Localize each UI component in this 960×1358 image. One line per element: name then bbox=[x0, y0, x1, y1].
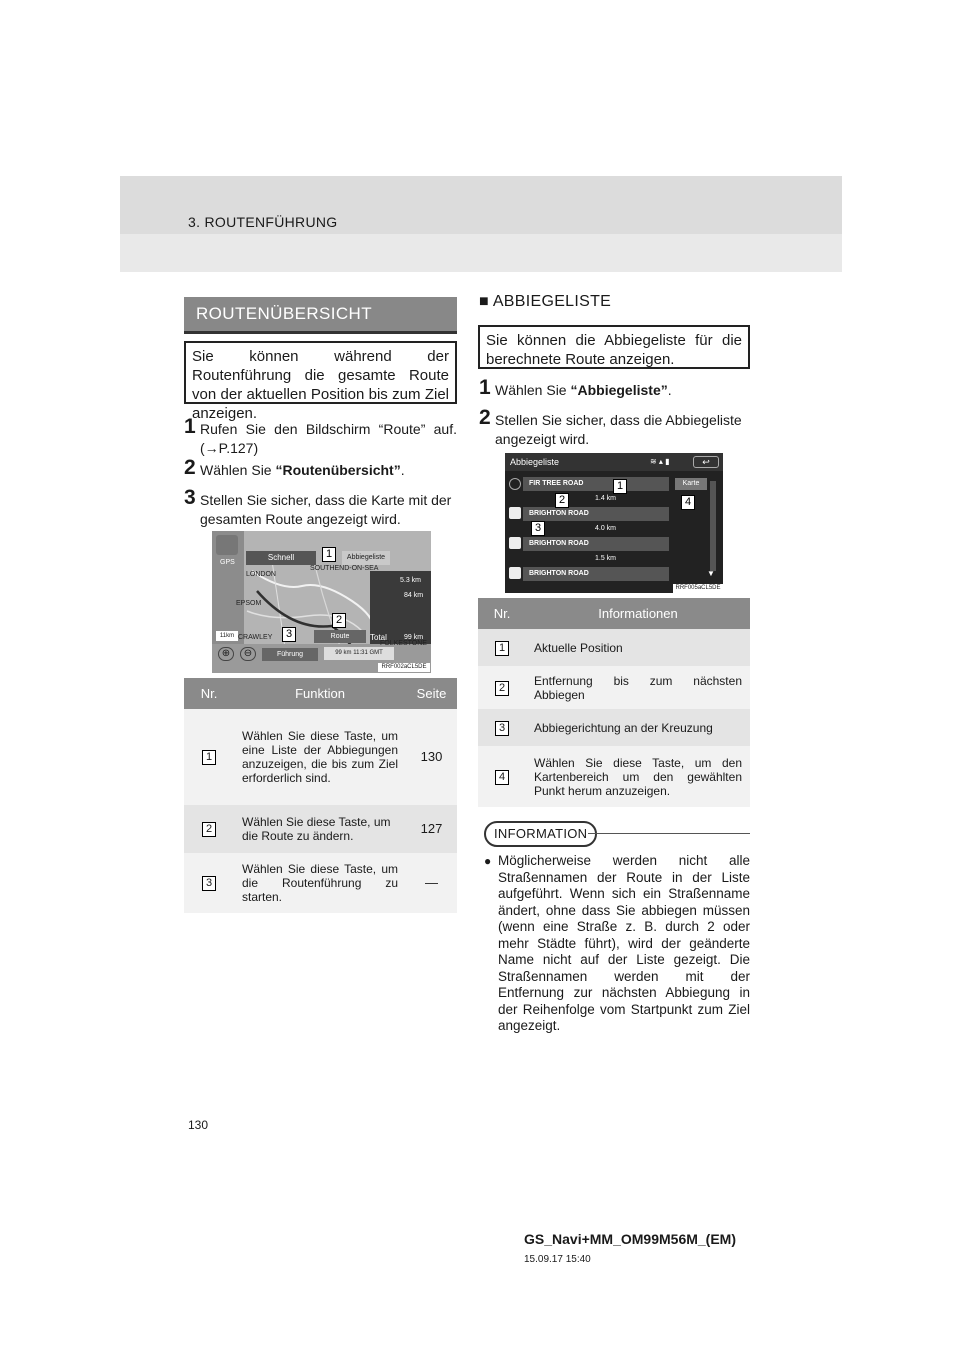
distance-2: 84 km bbox=[404, 592, 424, 599]
table-row bbox=[478, 709, 750, 746]
gps-label: GPS bbox=[220, 559, 235, 566]
table-row bbox=[478, 629, 750, 666]
table-header-row bbox=[184, 678, 457, 709]
signal-status-icon: ≋ ▴ ▮ bbox=[650, 457, 670, 466]
number-badge: 4 bbox=[495, 770, 509, 785]
document-timestamp: 15.09.17 15:40 bbox=[524, 1254, 591, 1265]
step-text: Rufen Sie den Bildschirm “Route” auf. (→P.127) bbox=[200, 421, 457, 456]
number-badge: 2 bbox=[202, 822, 216, 837]
step-text: Stellen Sie sicher, dass die Karte mit der gesamten Route angezeigt wird. bbox=[200, 492, 452, 527]
intro-box: Sie können während der Routenführung die gesamte Route von der aktuellen Position bis zum Ziel anzeigen. bbox=[184, 341, 457, 404]
step-1 bbox=[479, 376, 751, 400]
step-text-pre: Wählen Sie bbox=[200, 462, 276, 478]
section-rule bbox=[184, 331, 457, 334]
information-table bbox=[478, 598, 750, 807]
step-text-pre: Wählen Sie bbox=[495, 382, 571, 398]
callout-marker-2: 2 bbox=[332, 613, 346, 628]
zoom-in-icon[interactable]: ⊕ bbox=[218, 647, 234, 661]
callout-marker-4: 4 bbox=[681, 495, 695, 510]
step-text-post: . bbox=[400, 462, 405, 478]
callout-marker-3: 3 bbox=[282, 627, 296, 642]
abbiegeliste-button[interactable]: Abbiegeliste bbox=[342, 551, 390, 565]
row-number bbox=[478, 709, 526, 746]
number-badge: 1 bbox=[202, 750, 216, 765]
total-label: Total bbox=[370, 633, 387, 642]
road-row-3[interactable]: BRIGHTON ROAD bbox=[523, 537, 669, 551]
back-icon[interactable]: ↩ bbox=[693, 456, 719, 468]
step-number: 2 bbox=[479, 406, 491, 429]
row-number bbox=[478, 629, 526, 666]
document-id: GS_Navi+MM_OM99M56M_(EM) bbox=[524, 1231, 737, 1247]
column-header: Nr. bbox=[478, 598, 526, 629]
distance-3: 1.5 km bbox=[595, 555, 617, 562]
chapter-header bbox=[120, 176, 842, 272]
table-header-row bbox=[478, 598, 750, 629]
step-text-bold: “Abbiegeliste” bbox=[570, 382, 668, 398]
callout-marker-1: 1 bbox=[613, 479, 627, 494]
row-number bbox=[184, 853, 234, 913]
route-button[interactable]: Route bbox=[314, 630, 366, 643]
callout-marker-2: 2 bbox=[555, 493, 569, 508]
row-number bbox=[184, 709, 234, 805]
turn-right-icon bbox=[509, 507, 521, 519]
step-text bbox=[184, 461, 457, 480]
road-row-4[interactable]: BRIGHTON ROAD bbox=[523, 567, 669, 581]
step-1 bbox=[184, 415, 457, 458]
number-badge: 3 bbox=[495, 721, 509, 736]
step-text-post: . bbox=[667, 382, 672, 398]
bullet-icon: ● bbox=[484, 854, 492, 868]
scrollbar[interactable] bbox=[710, 481, 716, 571]
callout-marker-3: 3 bbox=[531, 521, 545, 536]
section-title: ROUTENÜBERSICHT bbox=[184, 297, 457, 331]
turn-left-icon bbox=[509, 537, 521, 549]
step-3 bbox=[184, 486, 457, 529]
step-number: 2 bbox=[184, 456, 196, 479]
information-body: Möglicherweise werden nicht alle Straßennamen der Route in der Liste aufgeführt. Wenn sich ein Straßenname ändert, ohne dass Sie abbiegen müssen (wenn eine Straße z. B. durch 2 oder mehr Städte führt), wird der geänderte Name nicht auf der Liste gezeigt. Die Straßennamen werden mit der Entfernung zur nächsten Abbiegung in der Reihenfolge vom Startpunkt zum Ziel angezeigt. bbox=[498, 853, 750, 1033]
row-page: 127 bbox=[406, 805, 457, 853]
callout-marker-1: 1 bbox=[322, 547, 336, 562]
step-2 bbox=[479, 406, 751, 449]
row-function: Wählen Sie diese Taste, um eine Liste der Abbiegungen anzuzeigen, die bis zum Ziel erforderlich sind. bbox=[234, 709, 406, 805]
scale-indicator: 11km bbox=[216, 631, 238, 641]
table-row bbox=[184, 853, 457, 913]
number-badge: 3 bbox=[202, 876, 216, 891]
chapter-title: 3. ROUTENFÜHRUNG bbox=[188, 214, 338, 230]
compass-icon[interactable] bbox=[216, 535, 238, 555]
karte-button[interactable]: Karte bbox=[675, 478, 707, 490]
row-number bbox=[478, 746, 526, 807]
row-info: Wählen Sie diese Taste, um den Kartenbereich um den gewählten Punkt herum anzuzeigen. bbox=[526, 746, 750, 807]
turn-list-screenshot bbox=[505, 453, 723, 593]
column-header: Funktion bbox=[234, 678, 406, 709]
column-header: Seite bbox=[406, 678, 457, 709]
turn-left-icon bbox=[509, 567, 521, 579]
figure-code: RRF002aCL5DE bbox=[378, 663, 430, 672]
step-number: 3 bbox=[184, 486, 196, 509]
intro-box: Sie können die Abbiegeliste für die berechnete Route anzeigen. bbox=[478, 325, 750, 369]
city-epsom: EPSOM bbox=[236, 600, 262, 607]
table-row bbox=[184, 805, 457, 853]
table-row bbox=[478, 746, 750, 807]
row-function: Wählen Sie diese Taste, um die Route zu ändern. bbox=[234, 805, 406, 853]
zoom-out-icon[interactable]: ⊖ bbox=[240, 647, 256, 661]
city-southend: SOUTHEND-ON-SEA bbox=[310, 565, 379, 572]
table-row bbox=[184, 709, 457, 805]
figure-code: RRF005aCL5DE bbox=[673, 584, 723, 593]
step-text bbox=[479, 381, 751, 400]
distance-1: 1.4 km bbox=[595, 495, 617, 502]
step-number: 1 bbox=[184, 415, 196, 438]
column-header: Nr. bbox=[184, 678, 234, 709]
distance-1: 5.3 km bbox=[400, 577, 422, 584]
step-2 bbox=[184, 456, 457, 480]
row-number bbox=[478, 666, 526, 709]
information-text bbox=[484, 853, 750, 1035]
row-number bbox=[184, 805, 234, 853]
information-rule bbox=[588, 833, 750, 834]
city-london: LONDON bbox=[246, 571, 276, 578]
row-info: Aktuelle Position bbox=[526, 629, 750, 666]
city-crawley: CRAWLEY bbox=[238, 634, 273, 641]
header-strip bbox=[120, 234, 842, 272]
time-readout: 99 km 11:31 GMT bbox=[324, 647, 394, 660]
row-page: 130 bbox=[406, 709, 457, 805]
distance-2: 4.0 km bbox=[595, 525, 617, 532]
current-position-icon bbox=[509, 478, 521, 490]
step-text: Stellen Sie sicher, dass die Abbiegeliste angezeigt wird. bbox=[495, 412, 742, 447]
step-number: 1 bbox=[479, 376, 491, 399]
number-badge: 2 bbox=[495, 681, 509, 696]
step-text-bold: “Routenübersicht” bbox=[275, 462, 401, 478]
distance-total: 99 km bbox=[404, 634, 424, 641]
fuehrung-button[interactable]: Führung bbox=[262, 648, 318, 661]
row-page: — bbox=[406, 853, 457, 913]
table-row bbox=[478, 666, 750, 709]
screen-title: Abbiegeliste bbox=[510, 457, 560, 467]
information-badge: INFORMATION bbox=[484, 821, 597, 847]
road-row-1[interactable]: FIR TREE ROAD bbox=[523, 477, 669, 491]
scroll-down-icon[interactable]: ▼ bbox=[707, 569, 715, 578]
sub-heading: ■ ABBIEGELISTE bbox=[479, 293, 612, 310]
page-number: 130 bbox=[188, 1118, 209, 1132]
function-table bbox=[184, 678, 457, 913]
city-folkestone: FOLKESTONE bbox=[380, 640, 427, 647]
number-badge: 1 bbox=[495, 641, 509, 656]
row-info: Abbiegerichtung an der Kreuzung bbox=[526, 709, 750, 746]
schnell-button[interactable]: Schnell bbox=[246, 551, 316, 565]
road-row-2[interactable]: BRIGHTON ROAD bbox=[523, 507, 669, 521]
row-info: Entfernung bis zum nächsten Abbiegen bbox=[526, 666, 750, 709]
row-function: Wählen Sie diese Taste, um die Routenführung zu starten. bbox=[234, 853, 406, 913]
column-header: Informationen bbox=[526, 598, 750, 629]
route-overview-screenshot bbox=[212, 531, 431, 673]
